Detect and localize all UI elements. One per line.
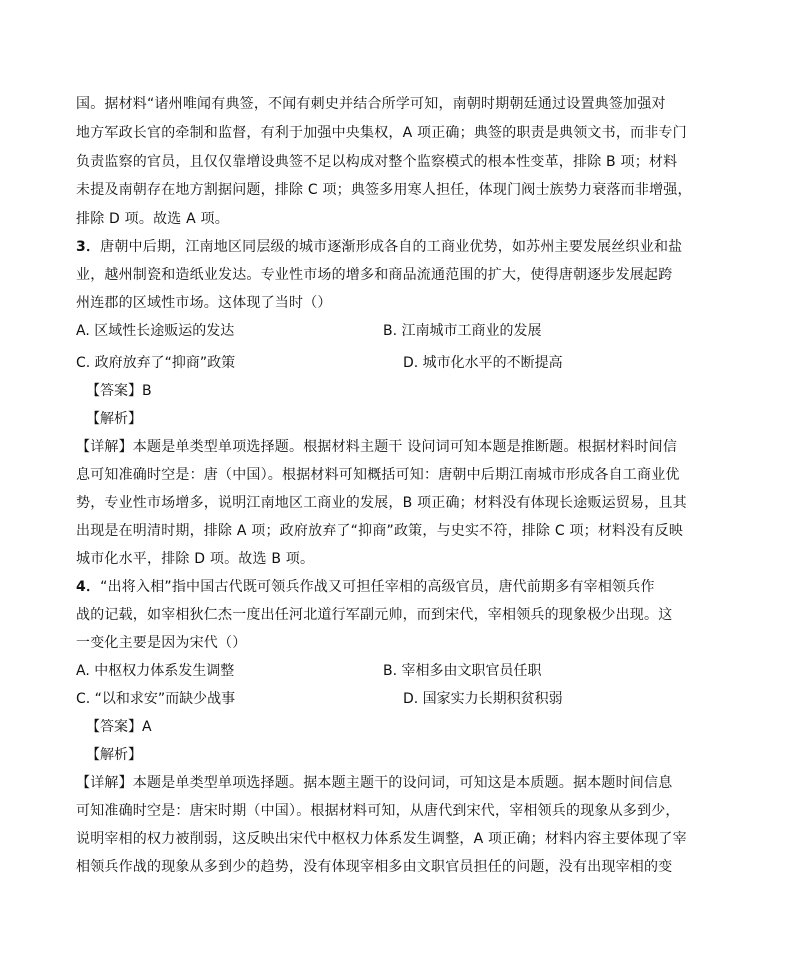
answer-label: 【答案】A	[86, 719, 152, 735]
question-3-option-d: D. 城市化水平的不断提高	[403, 355, 563, 371]
paragraph-line: 未提及南朝存在地方割据问题，排除 C 项；典签多用寒人担任，体现门阀士族势力衰落而非增强，	[76, 182, 692, 198]
detail-line: 出现是在明清时期，排除 A 项；政府放弃了“抑商”政策，与史实不符，排除 C 项；材料没有反映	[76, 523, 684, 539]
paragraph-line: 负责监察的官员，且仅仅靠增设典签不足以构成对整个监察模式的根本性变革，排除 B 项；材料	[76, 154, 678, 170]
detail-line: 【详解】本题是单类型单项选择题。根据材料主题干 设问词可知本题是推断题。根据材料时间信	[76, 439, 678, 455]
detail-line: 相领兵作战的现象从多到少的趋势，没有体现宰相多由文职官员担任的问题，没有出现宰相的变	[76, 859, 673, 875]
question-3-stem-line: 州连郡的区域性市场。这体现了当时（）	[76, 295, 332, 311]
question-4-stem-line: 战的记载，如宰相狄仁杰一度出任河北道行军副元帅，而到宋代，宰相领兵的现象极少出现。这	[76, 607, 673, 623]
question-stem-text: “出将入相”指中国古代既可领兵作战又可担任宰相的高级官员，唐代前期多有宰相领兵作	[100, 579, 655, 595]
question-3-option-a: A. 区域性长途贩运的发达	[76, 323, 235, 339]
analysis-label: 【解析】	[86, 411, 142, 427]
paragraph-line: 地方军政长官的牵制和监督，有利于加强中央集权，A 项正确；典签的职责是典领文书，而非专门	[76, 125, 687, 141]
question-number: 4．	[76, 579, 101, 595]
detail-line: 城市化水平，排除 D 项。故选 B 项。	[76, 551, 315, 567]
analysis-label: 【解析】	[86, 747, 142, 763]
detail-line: 息可知准确时空是：唐（中国）。根据材料可知概括可知：唐朝中后期江南城市形成各自工商业优	[76, 467, 680, 483]
question-4-stem-line	[76, 578, 676, 596]
detail-line: 【详解】本题是单类型单项选择题。据本题主题干的设问词，可知这是本质题。据本题时间信息	[76, 775, 673, 791]
question-3-option-b: B. 江南城市工商业的发展	[383, 323, 542, 339]
question-4-option-b: B. 宰相多由文职官员任职	[383, 663, 542, 679]
detail-line: 可知准确时空是：唐宋时期（中国）。根据材料可知，从唐代到宋代，宰相领兵的现象从多到少，	[76, 803, 680, 819]
question-stem-text: 唐朝中后期，江南地区同层级的城市逐渐形成各自的工商业优势，如苏州主要发展丝织业和盐	[100, 239, 683, 255]
question-number: 3．	[76, 239, 101, 255]
answer-label: 【答案】B	[86, 383, 152, 399]
detail-line: 说明宰相的权力被削弱，这反映出宋代中枢权力体系发生调整，A 项正确；材料内容主要体现了宰	[76, 831, 687, 847]
question-4-option-c: C. “以和求安”而缺少战事	[76, 691, 236, 707]
question-3-stem-line	[76, 238, 683, 256]
question-3-stem-line: 业，越州制瓷和造纸业发达。专业性市场的增多和商品流通范围的扩大，使得唐朝逐步发展起跨	[76, 267, 673, 283]
question-4-option-d: D. 国家实力长期积贫积弱	[403, 691, 563, 707]
question-4-option-a: A. 中枢权力体系发生调整	[76, 663, 235, 679]
detail-line: 势，专业性市场增多，说明江南地区工商业的发展，B 项正确；材料没有体现长途贩运贸易，且其	[76, 495, 687, 511]
question-4-stem-line: 一变化主要是因为宋代（）	[76, 635, 247, 651]
paragraph-line: 国。据材料“诸州唯闻有典签，不闻有刺史并结合所学可知，南朝时期朝廷通过设置典签加强对	[76, 96, 666, 112]
paragraph-line: 排除 D 项。故选 A 项。	[76, 211, 229, 227]
question-3-option-c: C. 政府放弃了“抑商”政策	[76, 355, 236, 371]
